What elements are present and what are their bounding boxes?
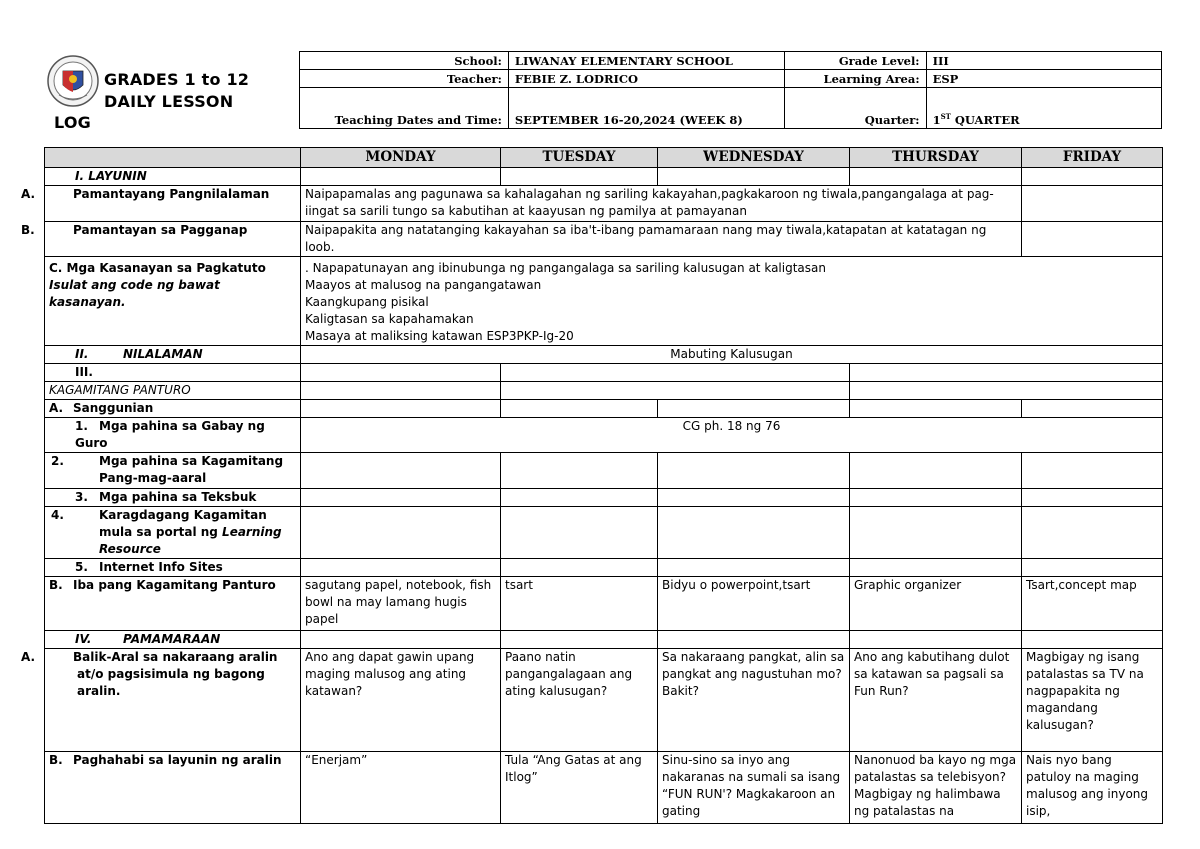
- day-monday: MONDAY: [301, 148, 501, 168]
- title-line-2: DAILY LESSON: [104, 92, 234, 111]
- pamantayang-pangnilalaman-value: Naipapamalas ang pagunawa sa kahalagahan ng sariling kakayahan,pagkakaroon ng tiwala,pangangalaga at pag-iingat sa sarili tungo sa kabutihan at kaayusan ng pamilya at pamayanan: [301, 186, 1022, 222]
- grade-level-label: Grade Level:: [784, 52, 926, 70]
- row-pamamaraan: [45, 631, 1163, 649]
- header-info-table: [299, 51, 1162, 129]
- grade-level-value: III: [926, 52, 1161, 70]
- row-layunin: [45, 168, 1163, 186]
- pamantayan-sa-pagganap-value: Naipapakita ang natatanging kakayahan sa iba't-ibang pamamaraan nang may tiwala,katapatan at katatagan ng loob.: [301, 222, 1022, 257]
- karagdagang-kagamitan-label: 4. Karagdagang Kagamitan mula sa portal ng Learning Resource: [45, 507, 301, 559]
- teksbuk-label: 3. Mga pahina sa Teksbuk: [45, 489, 301, 507]
- day-friday: FRIDAY: [1022, 148, 1163, 168]
- row-karagdagang-kagamitan: [45, 507, 1163, 559]
- row-sanggunian: [45, 400, 1163, 418]
- paghahabi-label: B. Paghahabi sa layunin ng aralin: [45, 752, 301, 824]
- iba-tuesday: tsart: [501, 577, 658, 631]
- quarter-value: 1ST QUARTER: [926, 88, 1161, 129]
- paghahabi-tuesday: Tula “Ang Gatas at ang Itlog”: [501, 752, 658, 824]
- learning-area-label: Learning Area:: [784, 70, 926, 88]
- layunin-heading: I. LAYUNIN: [45, 168, 301, 186]
- gabay-ng-guro-value: CG ph. 18 ng 76: [301, 418, 1163, 453]
- internet-info-sites-label: 5. Internet Info Sites: [45, 559, 301, 577]
- row-balik-aral: [45, 649, 1163, 752]
- lesson-log-table: [21, 147, 1163, 824]
- day-header-row: [45, 148, 1163, 168]
- paghahabi-friday: Nais nyo bang patuloy na maging malusog ang inyong isip,: [1022, 752, 1163, 824]
- learning-area-value: ESP: [926, 70, 1161, 88]
- row-internet-info-sites: [45, 559, 1163, 577]
- row-iii: [45, 364, 1163, 382]
- school-label: School:: [300, 52, 509, 70]
- iba-thursday: Graphic organizer: [850, 577, 1022, 631]
- row-pamantayang-pangnilalaman: [45, 186, 1163, 222]
- iba-wednesday: Bidyu o powerpoint,tsart: [658, 577, 850, 631]
- paghahabi-wednesday: Sinu-sino sa inyo ang nakaranas na sumali sa isang “FUN RUN'? Magkakaroon an gating: [658, 752, 850, 824]
- pamantayang-pangnilalaman-label: A. Pamantayang Pangnilalaman: [45, 186, 301, 222]
- balik-aral-label: A. Balik-Aral sa nakaraang aralin at/o pagsisimula ng bagong aralin.: [45, 649, 301, 752]
- deped-seal-icon: [47, 55, 99, 107]
- paghahabi-thursday: Nanonuod ba kayo ng mga patalastas sa telebisyon? Magbigay ng halimbawa ng patalastas na: [850, 752, 1022, 824]
- header-block: [44, 51, 1162, 131]
- pamantayan-sa-pagganap-label: B. Pamantayan sa Pagganap: [45, 222, 301, 257]
- mga-kasanayan-label: C. Mga Kasanayan sa Pagkatuto Isulat ang code ng bawat kasanayan.: [45, 257, 301, 346]
- mga-kasanayan-value: . Napapatunayan ang ibinubunga ng pangangalaga sa sariling kalusugan at kaligtasan Maayos at malusog na pangangatawan Kaangkupang pisikal Kaligtasan sa kapahamakan Masaya at maliksing katawan ESP3PKP-Ig-20: [301, 257, 1163, 346]
- kagamitang-pang-mag-aaral-label: 2. Mga pahina sa Kagamitang Pang-mag-aaral: [45, 453, 301, 489]
- corner-cell: [45, 148, 301, 168]
- iii-label: III.: [45, 364, 301, 382]
- logo-area: [44, 51, 299, 131]
- day-wednesday: WEDNESDAY: [658, 148, 850, 168]
- balik-aral-wednesday: Sa nakaraang pangkat, alin sa pangkat ang nagustuhan mo? Bakit?: [658, 649, 850, 752]
- balik-aral-tuesday: Paano natin pangangalagaan ang ating kalusugan?: [501, 649, 658, 752]
- quarter-label: Quarter:: [784, 88, 926, 129]
- balik-aral-friday: Magbigay ng isang patalastas sa TV na nagpapakita ng magandang kalusugan?: [1022, 649, 1163, 752]
- row-pamantayan-sa-pagganap: [45, 222, 1163, 257]
- school-value: LIWANAY ELEMENTARY SCHOOL: [508, 52, 784, 70]
- pamamaraan-label: IV. PAMAMARAAN: [45, 631, 301, 649]
- row-kagamitang-panturo: [45, 382, 1163, 400]
- gabay-ng-guro-label: 1. Mga pahina sa Gabay ng Guro: [45, 418, 301, 453]
- sanggunian-label: A. Sanggunian: [45, 400, 301, 418]
- teaching-dates-label: Teaching Dates and Time:: [300, 88, 509, 129]
- day-tuesday: TUESDAY: [501, 148, 658, 168]
- iba-pang-kagamitan-label: B. Iba pang Kagamitang Panturo: [45, 577, 301, 631]
- balik-aral-thursday: Ano ang kabutihang dulot sa katawan sa pagsali sa Fun Run?: [850, 649, 1022, 752]
- teacher-label: Teacher:: [300, 70, 509, 88]
- row-mga-kasanayan: [45, 257, 1163, 346]
- row-iba-pang-kagamitan: [45, 577, 1163, 631]
- row-nilalaman: [45, 346, 1163, 364]
- iba-friday: Tsart,concept map: [1022, 577, 1163, 631]
- nilalaman-value: Mabuting Kalusugan: [301, 346, 1163, 364]
- kagamitang-panturo-label: KAGAMITANG PANTURO: [45, 382, 301, 400]
- iba-monday: sagutang papel, notebook, fish bowl na may lamang hugis papel: [301, 577, 501, 631]
- balik-aral-monday: Ano ang dapat gawin upang maging malusog ang ating katawan?: [301, 649, 501, 752]
- paghahabi-monday: “Enerjam”: [301, 752, 501, 824]
- day-thursday: THURSDAY: [850, 148, 1022, 168]
- nilalaman-label: II. NILALAMAN: [45, 346, 301, 364]
- row-gabay-ng-guro: [45, 418, 1163, 453]
- row-kagamitang-pang-mag-aaral: [45, 453, 1163, 489]
- row-paghahabi: [45, 752, 1163, 824]
- title-line-1: GRADES 1 to 12: [104, 70, 250, 89]
- row-teksbuk: [45, 489, 1163, 507]
- title-line-3: LOG: [54, 113, 91, 132]
- teacher-value: FEBIE Z. LODRICO: [508, 70, 784, 88]
- teaching-dates-value: SEPTEMBER 16-20,2024 (WEEK 8): [508, 88, 784, 129]
